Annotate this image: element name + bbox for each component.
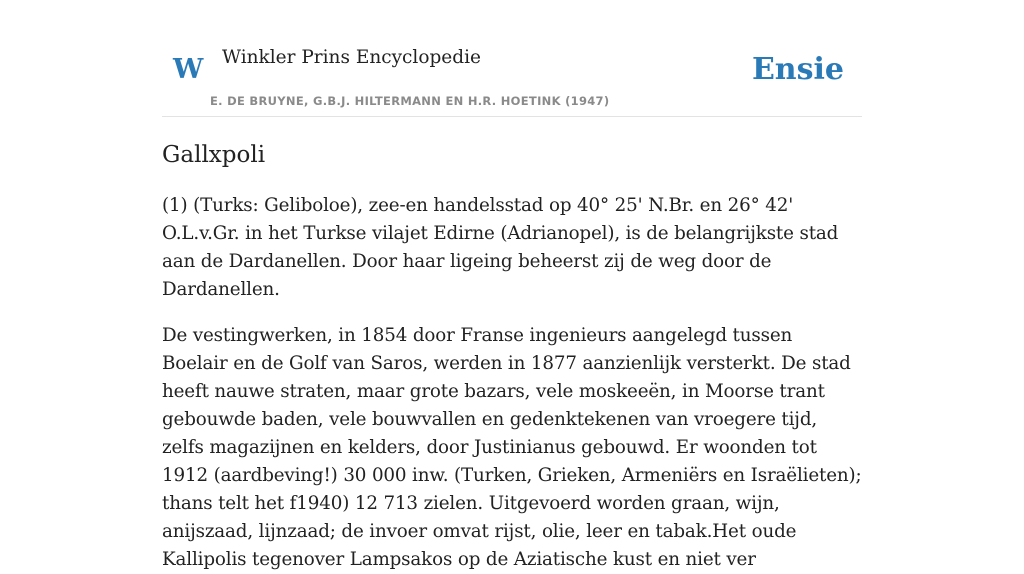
article bbox=[162, 136, 862, 574]
ensie-logo-link[interactable]: Ensie bbox=[751, 52, 844, 87]
site-header bbox=[162, 0, 862, 117]
publication-title[interactable]: Winkler Prins Encyclopedie bbox=[222, 47, 481, 68]
article-paragraph: De vestingwerken, in 1854 door Franse ingenieurs aangelegd tussen Boelair en de Golf van Saros, werden in 1877 aanzienlijk versterkt. De stad heeft nauwe straten, maar grote bazars, vele moskeeën, in Moorse trant gebouwde baden, vele bouwvallen en gedenktekenen van vroegere tijd, zelfs magazijnen en kelders, door Justinianus gebouwd. Er woonden tot 1912 (aardbeving!) 30 000 inw. (Turken, Grieken, Armeniërs en Israëlieten); thans telt het f1940) 12 713 zielen. Uitgevoerd worden graan, wijn, anijszaad, lijnzaad; de invoer omvat rijst, olie, leer en tabak.Het oude Kallipolis tegenover Lampsakos op de Aziatische kust en niet ver bbox=[162, 325, 862, 570]
article-body bbox=[162, 192, 862, 574]
article-paragraph: (1) (Turks: Geliboloe), zee-en handelsstad op 40° 25' N.Br. en 26° 42' O.L.v.Gr. in het Turkse vilajet Edirne (Adrianopel), is de belangrijkste stad aan de Dardanellen. Door haar ligeing beheerst zij de weg door de Dardanellen. bbox=[162, 195, 839, 300]
publication-authors: E. DE BRUYNE, G.B.J. HILTERMANN EN H.R. HOETINK (1947) bbox=[210, 94, 610, 108]
winkler-prins-logo[interactable]: W bbox=[173, 54, 204, 85]
article-title: Gallxpoli bbox=[162, 142, 266, 168]
